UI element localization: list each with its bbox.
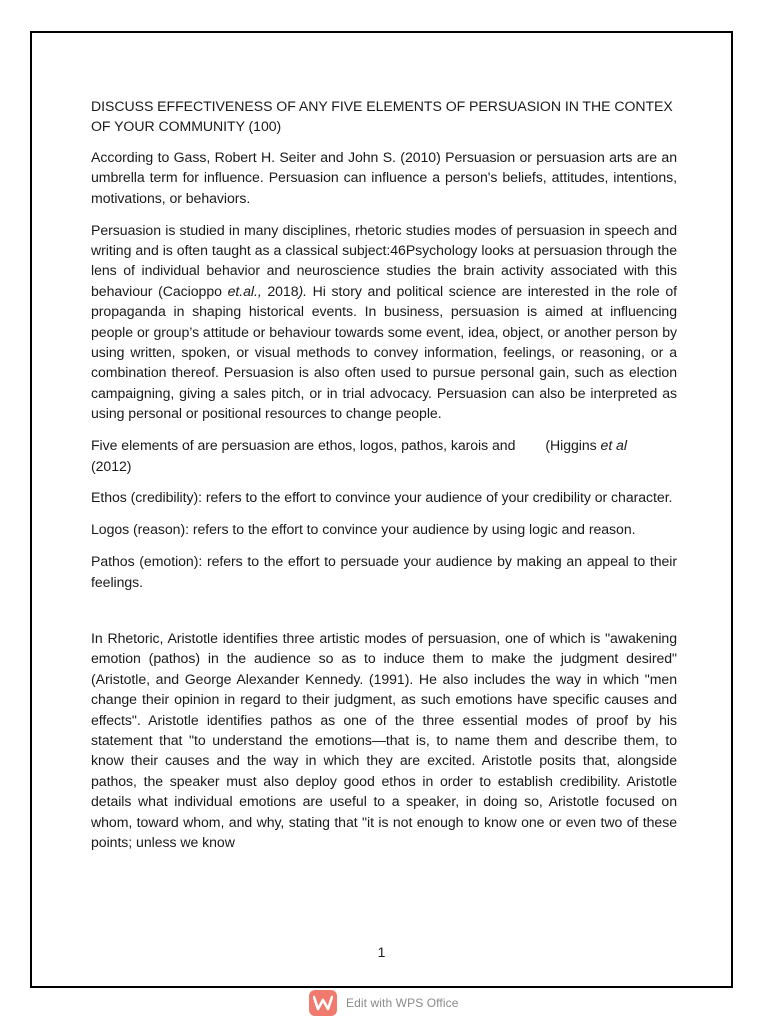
- paragraph-definition: According to Gass, Robert H. Seiter and John S. (2010) Persuasion or persuasion arts are an umbrella term for influence. Persuasion can influence a person's beliefs, attitudes, intentions, motivations, or behaviors.: [91, 148, 677, 206]
- paragraph-aristotle: In Rhetoric, Aristotle identifies three artistic modes of persuasion, one of which is "awakening emotion (pathos) in the audience so as to induce them to make the judgment desired" (Aristotle, and George Alexander Kennedy. (1991). He also includes the way in which "men change their opinion in regard to their judgment, as such emotions have specific causes and effects". Aristotle identifies pathos as one of the three essential modes of proof by his statement that "to understand the emotions—that is, to name them and describe them, to know their causes and the way in which they are excited. Aristotle posits that, alongside pathos, the speaker must also deploy good ethos in order to establish credibility. Aristotle details what individual emotions are useful to a speaker, in doing so, Aristotle focused on whom, toward whom, and why, stating that "it is not enough to know one or even two of these points; unless we know: [91, 630, 677, 851]
- document-title: DISCUSS EFFECTIVENESS OF ANY FIVE ELEMENTS OF PERSUASION IN THE CONTEX OF YOUR COMMUNITY (100): [91, 98, 673, 135]
- five-elements-year: (2012): [91, 457, 132, 474]
- paragraph-disciplines-year: 2018: [261, 282, 299, 299]
- paragraph-logos: Logos (reason): refers to the effort to convince your audience by using logic and reason.: [91, 521, 636, 538]
- citation-etal: et.al.,: [227, 282, 262, 299]
- document-page: [30, 31, 733, 988]
- five-elements-citation: (Higgins: [545, 437, 601, 454]
- citation-close: ).: [298, 282, 308, 299]
- paragraph-disciplines-text-b: Hi story and political science are interested in the role of propaganda in shaping historical events. In business, persuasion is aimed at influencing people or group’s attitude or behaviour towards some event, idea, object, or another person by using written, spoken, or visual methods to convey information, feelings, or reasoning, or a combination thereof. Persuasion is also often used to pursue personal gain, such as election campaigning, giving a sales pitch, or in trial advocacy. Persuasion can also be interpreted as using personal or positional resources to change people.: [91, 282, 677, 422]
- document-body: [91, 96, 677, 864]
- wps-edit-label[interactable]: Edit with WPS Office: [346, 996, 459, 1010]
- paragraph-ethos: Ethos (credibility): refers to the effort to convince your audience of your credibility or character.: [91, 489, 673, 506]
- paragraph-pathos: Pathos (emotion): refers to the effort to persuade your audience by making an appeal to their feelings.: [91, 553, 677, 590]
- paragraph-disciplines-text-a: Persuasion is studied in many disciplines, rhetoric studies modes of persuasion in speech and writing and is often taught as a classical subject:46Psychology looks at persuasion through the lens of individual behavior and neuroscience studies the brain activity associated with this behaviour (Cacioppo: [91, 221, 677, 299]
- five-elements-text: Five elements of are persuasion are ethos, logos, pathos, karois and: [91, 437, 516, 454]
- page-number: 1: [377, 944, 386, 960]
- wps-logo-icon: [309, 990, 337, 1016]
- five-elements-etal: et al: [600, 437, 627, 454]
- wps-w-glyph-icon: [313, 995, 333, 1011]
- paragraph-five-elements: [91, 435, 677, 476]
- paragraph-disciplines: [91, 220, 677, 424]
- wps-edit-badge[interactable]: [309, 989, 458, 1017]
